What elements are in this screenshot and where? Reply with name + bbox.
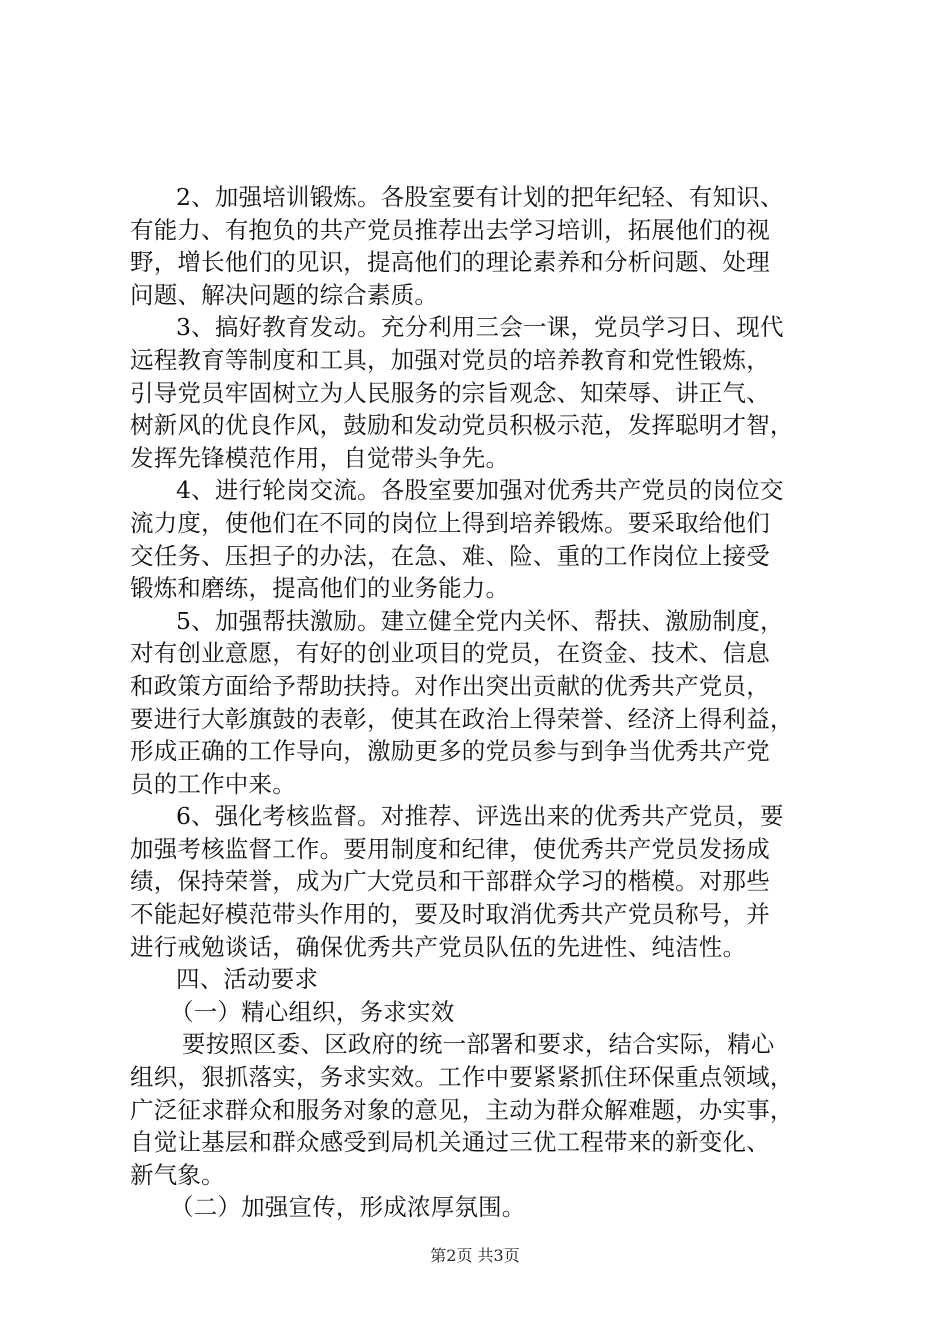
text-line: 员的工作中来。 [130, 769, 296, 798]
text-line: 进行戒勉谈话，确保优秀共产党员队伍的先进性、纯洁性。 [130, 932, 747, 961]
text-line: 广泛征求群众和服务对象的意见，主动为群众解难题，办实事， [130, 1095, 794, 1124]
text-line: 3、搞好教育发动。充分利用三会一课，党员学习日、现代 [176, 313, 784, 342]
text-line: 绩，保持荣誉，成为广大党员和干部群众学习的楷模。对那些 [130, 867, 770, 896]
text-line: 要按照区委、区政府的统一部署和要求，结合实际，精心 [182, 1030, 775, 1059]
text-line: 对有创业意愿，有好的创业项目的党员，在资金、技术、信息 [130, 639, 770, 668]
text-line: 组织，狠抓落实，务求实效。工作中要紧紧抓住环保重点领域， [130, 1063, 794, 1092]
text-line: 远程教育等制度和工具，加强对党员的培养教育和党性锻炼， [130, 345, 770, 374]
text-line: 2、加强培训锻炼。各股室要有计划的把年纪轻、有知识、 [176, 183, 784, 211]
text-line: 锻炼和磨练，提高他们的业务能力。 [130, 574, 510, 603]
page-footer [0, 1245, 950, 1267]
text-line: 野，增长他们的见识，提高他们的理论素养和分析问题、处理 [130, 248, 770, 277]
subsection-heading: （一）精心组织，务求实效 [170, 997, 455, 1026]
section-heading: 四、活动要求 [176, 965, 319, 994]
text-line: 有能力、有抱负的共产党员推荐出去学习培训，拓展他们的视 [130, 215, 770, 244]
text-line: 引导党员牢固树立为人民服务的宗旨观念、知荣辱、讲正气、 [130, 378, 770, 407]
text-line: 和政策方面给予帮助扶持。对作出突出贡献的优秀共产党员， [130, 671, 770, 700]
text-line: 不能起好模范带头作用的，要及时取消优秀共产党员称号，并 [130, 900, 770, 929]
text-line: 4、进行轮岗交流。各股室要加强对优秀共产党员的岗位交 [176, 476, 784, 505]
subsection-heading: （二）加强宣传，形成浓厚氛围。 [170, 1193, 526, 1222]
text-line: 形成正确的工作导向，激励更多的党员参与到争当优秀共产党 [130, 737, 770, 766]
text-line: 要进行大彰旗鼓的表彰，使其在政治上得荣誉、经济上得利益， [130, 704, 794, 733]
text-line: 5、加强帮扶激励。建立健全党内关怀、帮扶、激励制度， [176, 606, 784, 635]
text-line: 交任务、压担子的办法，在急、难、险、重的工作岗位上接受 [130, 541, 770, 570]
document-body [130, 181, 830, 1224]
text-line: 6、强化考核监督。对推荐、评选出来的优秀共产党员，要 [176, 802, 784, 831]
text-line: 树新风的优良作风，鼓励和发动党员积极示范，发挥聪明才智， [130, 411, 794, 440]
text-line: 加强考核监督工作。要用制度和纪律，使优秀共产党员发扬成 [130, 834, 770, 863]
text-line: 问题、解决问题的综合素质。 [130, 280, 439, 309]
page-number-label: 第2页 共3页 [430, 1246, 520, 1265]
text-line: 发挥先锋模范作用，自觉带头争先。 [130, 443, 510, 472]
text-line: 流力度，使他们在不同的岗位上得到培养锻炼。要采取给他们 [130, 508, 770, 537]
text-line: 自觉让基层和群众感受到局机关通过三优工程带来的新变化、 [130, 1128, 770, 1157]
text-line: 新气象。 [130, 1160, 225, 1189]
